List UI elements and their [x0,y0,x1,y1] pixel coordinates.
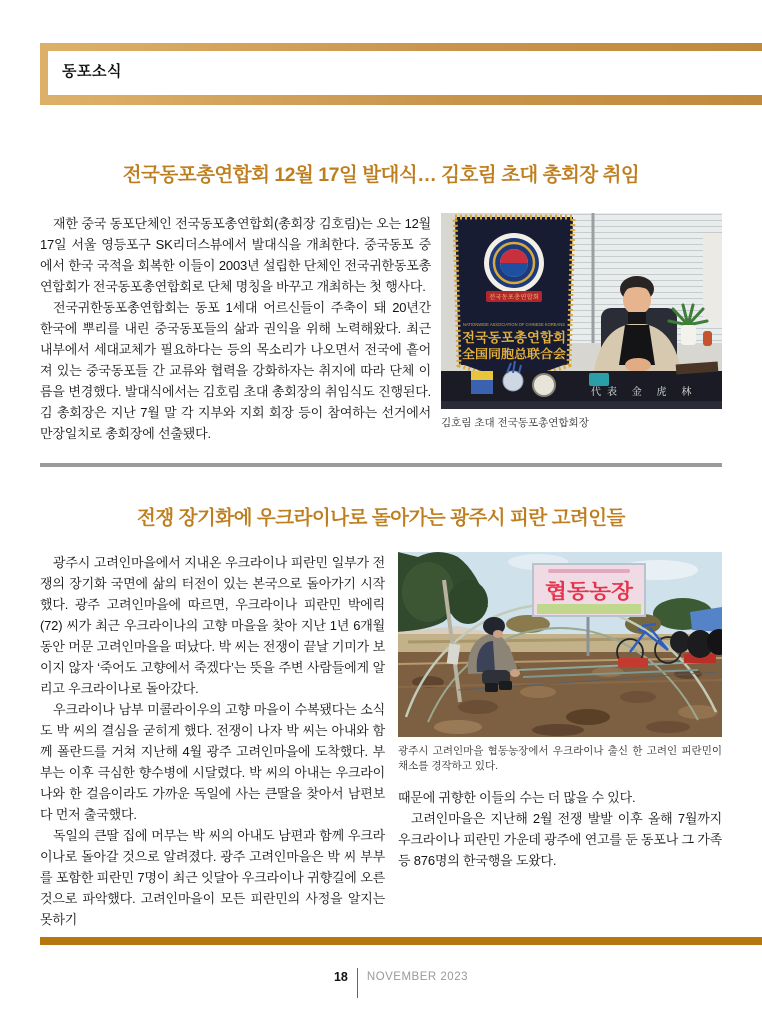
emblem-ribbon-text: 전국동포총연합회 [489,295,536,301]
banner-chinese-text: 全国同胞总联合会 [462,347,559,361]
sign-text: 협동농장 [545,581,623,603]
wall-calendar [703,233,722,323]
article1-text-column [40,213,431,444]
clasped-hands [625,358,651,372]
desk-clock [533,374,555,396]
blue-block [471,380,493,394]
article2-left-column [40,552,385,930]
section-divider [40,463,722,467]
article2 [40,552,722,930]
page-footer [20,968,762,998]
article1-caption: 김호림 초대 전국동포총연합회장 [441,417,589,429]
article2-paragraph: 광주시 고려인마을에서 지내온 우크라이나 피란민 일부가 전쟁의 장기화 국면에 삶의 터전이 있는 본국으로 돌아가기 시작했다. 광주 고려인마을에 따르면, 우크라이나 피란민 박에릭(72) 씨가 최근 우크라이나의 고향 마을을 찾아 지난 1년 6개월 동안 머문 고려인마을을 떠났다. 박 씨는 전쟁이 끝날 기미가 보이지 않자 ‘죽어도 고향에서 죽겠다’는 뜻을 주변 사람들에게 알리고 우크라이나로 돌아갔다. [40,555,385,696]
article1-figure [441,213,722,444]
article2-caption: 광주시 고려인마을 협동농장에서 우크라이나 출신 한 고려인 피란민이 채소를 경작하고 있다. [398,745,722,772]
soil-field [398,652,722,737]
bottom-accent-bar [40,937,762,945]
article2-title: 전쟁 장기화에 우크라이나로 돌아가는 광주시 피란 고려인들 [137,507,625,529]
red-figurine [703,331,712,346]
article2-paragraph: 독일의 큰딸 집에 머무는 박 씨의 아내도 남편과 함께 우크라이나로 돌아갈 것으로 알려졌다. 광주 고려인마을은 박 씨 부부를 포함한 피란민 7명이 최근 잇달아 우크라이나 귀향길에 오른 것으로 파악했다. 고려인마을이 모든 피란민의 사정을 알지는 못하기 [40,828,385,927]
article1-title: 전국동포총연합회 12월 17일 발대식… 김호림 초대 총회장 취임 [122,164,640,186]
section-header-box [40,43,762,105]
footer-divider-line [357,968,358,998]
article1-paragraph: 재한 중국 동포단체인 전국동포총연합회(총회장 김호림)는 오는 12월 17일 서울 영등포구 SK리더스뷰에서 발대식을 개최한다. 중국동포 중에서 한국 국적을 회복한 이들이 2003년 설립한 단체인 전국귀한동포총연합회가 전국동포총연합회로 단체 명칭을 바꾸고 개최하는 첫 행사다. [40,216,431,294]
pen-cup [503,371,523,391]
article2-right-column [398,552,722,930]
article1 [40,213,722,444]
association-emblem [484,233,544,302]
article1-photo [441,213,722,409]
teal-cube [589,373,609,386]
issue-label: NOVEMBER 2023 [366,971,468,983]
article2-paragraph: 때문에 귀향한 이들의 수는 더 많을 수 있다. [398,790,636,805]
page-number: 18 [333,970,348,984]
banner-korean-text: 전국동포총연합회 [462,330,566,345]
banner-english-text: NATIONWIDE ASSOCIATION OF CHINESE KOREANS [463,322,566,327]
article2-continued-text [398,787,722,871]
flag-banner [455,217,573,383]
article2-photo [398,552,722,737]
article1-paragraph: 전국귀한동포총연합회는 동포 1세대 어르신들이 주축이 돼 20년간 한국에 뿌리를 내린 중국동포들의 삶과 권익을 위해 노력해왔다. 최근 내부에서 세대교체가 필요하다는 등의 목소리가 나오면서 전국에 흩어져 있는 중국동포들 간 교류와 협력을 강화하자는 취지에 따라 단체 이름을 변경했다. 발대식에서는 김호림 초대 총회장의 취임식도 진행된다. 김 총회장은 지난 7월 말 각 지부와 지회 회장 등이 참여하는 선거에서 만장일치로 총회장에 선출됐다. [40,300,431,441]
article2-paragraph: 우크라이나 남부 미콜라이우의 고향 마을이 수복됐다는 소식도 박 씨의 결심을 굳히게 했다. 전쟁이 나자 박 씨는 아내와 함께 폴란드를 거쳐 지난해 4월 광주 고려인마을에 도착했다. 부부는 이후 극심한 향수병에 시달렸다. 박 씨의 아내는 우크라이나와 한 걸음이라도 가까운 독일에 사는 큰딸을 찾아서 남편보다 먼저 출국했다. [40,702,385,822]
red-tray [618,658,648,667]
yellow-block [471,371,493,380]
desk-calligraphy-text: 代表 金 虎 林 [591,387,698,398]
section-label: 동포소식 [62,63,122,80]
article2-figure [398,552,722,774]
article2-paragraph: 고려인마을은 지난해 2월 전쟁 발발 이후 올해 7월까지 우크라이나 피란민 가운데 광주에 연고를 둔 동포나 그 가족 등 876명의 한국행을 도왔다. [398,811,722,868]
